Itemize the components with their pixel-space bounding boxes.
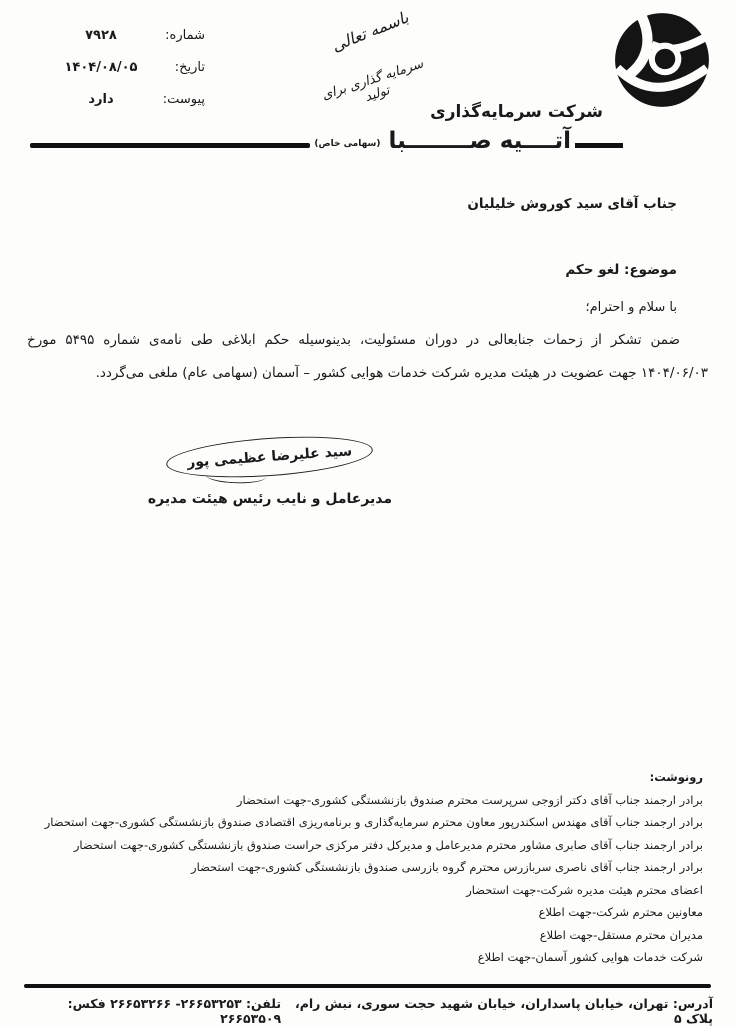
letter-meta-block: [55, 28, 205, 124]
company-logo-icon: [611, 8, 713, 112]
recipient-line: جناب آقای سید کوروش خلیلیان: [467, 196, 677, 212]
footer-address: آدرس: تهران، خیابان پاسداران، خیابان شهید حجت سوری، نبش رام، پلاک ۵: [294, 996, 713, 1026]
company-name-main: [310, 128, 575, 157]
salutation-line: با سلام و احترام؛: [585, 300, 677, 315]
cc-item: برادر ارجمند جناب آقای ناصری سربازرس محترم گروه بازرسی صندوق بازنشستگی کشوری-جهت استحضار: [191, 860, 703, 874]
cc-item: مدیران محترم مستقل-جهت اطلاع: [539, 927, 703, 942]
letter-date-row: [55, 60, 205, 75]
letter-number-row: [55, 28, 205, 43]
footer-divider: [24, 984, 711, 988]
attachment-label: پیوست:: [162, 92, 205, 107]
company-slogan-calligraphy: سرمایه گذاری برای تولید: [320, 56, 426, 106]
date-label: تاریخ:: [174, 60, 205, 75]
header-divider: [30, 128, 623, 157]
company-name-text: آتــــیه صــــــــبا: [388, 128, 571, 154]
cc-item: برادر ارجمند جناب آقای صابری مشاور محترم مدیرعامل و مدیرکل دفتر مرکزی حراست صندوق بازنشستگی کشوری-جهت استحضار: [73, 837, 703, 852]
header-divider-short-segment: [575, 143, 623, 148]
date-value: ۱۴۰۴/۰۸/۰۵: [64, 60, 138, 75]
cc-section: [30, 766, 703, 969]
company-type-text: (سهامی خاص): [314, 139, 381, 149]
attachment-value: دارد: [88, 92, 114, 107]
bismillah-calligraphy: باسمه تعالی: [328, 7, 412, 56]
cc-item: شرکت خدمات هوایی کشور آسمان-جهت اطلاع: [477, 950, 703, 964]
signature-oval-stamp: [165, 431, 374, 483]
cc-item: برادر ارجمند جناب آقای دکتر ازوجی سرپرست محترم صندوق بازنشستگی کشوری-جهت استحضار: [236, 792, 703, 807]
footer-phone-fax: تلفن: ۲۶۶۵۳۲۵۳- ۲۶۶۵۳۲۶۶ فکس: ۲۶۶۵۳۵۰۹: [67, 996, 282, 1026]
letter-attachment-row: [55, 92, 205, 107]
letter-body-paragraph: ضمن تشکر از زحمات جنابعالی در دوران مسئولیت، بدینوسیله حکم ابلاغی طی نامه‌ی شماره ۵۴۹۵ مورخ ۱۴۰۴/۰۶/۰۳ جهت عضویت در هیئت مدیره شرکت خدمات هوایی کشور – آسمان (سهامی عام) ملغی می‌گردد.: [27, 332, 708, 381]
subject-line: موضوع: لغو حکم: [565, 262, 677, 278]
number-value: ۷۹۲۸: [85, 28, 117, 43]
header-divider-long-segment: [30, 143, 310, 148]
cc-item: معاونین محترم شرکت-جهت اطلاع: [538, 905, 703, 919]
cc-label: رونوشت:: [649, 770, 703, 784]
signatory-name: سید علیرضا عظیمی پور: [187, 443, 353, 471]
company-name-line1: شرکت سرمایه‌گذاری: [430, 102, 603, 122]
cc-item: برادر ارجمند جناب آقای مهندس اسکندرپور معاون محترم سرمایه‌گذاری و برنامه‌ریزی اقتصادی صندوق بازنشستگی کشوری-جهت استحضار: [44, 815, 703, 829]
signatory-title: مدیرعامل و نایب رئیس هیئت مدیره: [147, 491, 393, 507]
number-label: شماره:: [165, 28, 205, 43]
signature-block: [140, 438, 400, 507]
cc-item: اعضای محترم هیئت مدیره شرکت-جهت استحضار: [466, 882, 703, 897]
